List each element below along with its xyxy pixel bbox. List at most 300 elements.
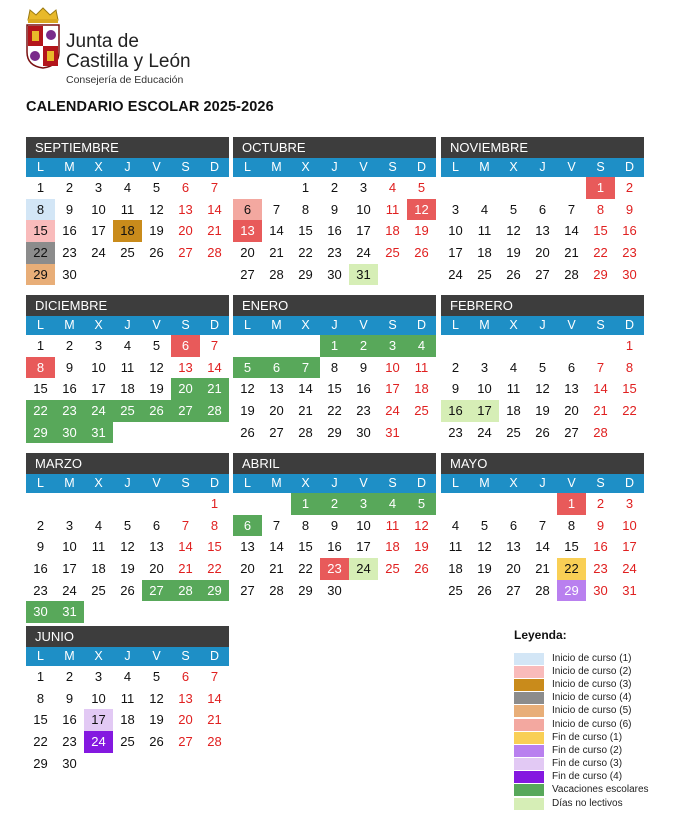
day-cell: 2 [451,359,460,375]
weekday-label: V [152,160,161,174]
day-cell: 8 [301,201,310,217]
day-grid [26,666,229,774]
day-cell: 23 [62,734,77,750]
day-cell: 26 [149,734,164,750]
day-cell: 9 [330,517,339,533]
weekday-label: X [509,476,518,490]
legend-title: Leyenda: [514,628,567,642]
day-cell: 12 [149,359,164,375]
day-cell: 15 [26,220,55,242]
day-cell: 23 [622,245,637,261]
weekday-label: V [152,476,161,490]
logo-line-2: Castilla y León [66,51,191,72]
day-cell: 9 [330,201,339,217]
day-cell: 26 [120,582,135,598]
day-cell: 3 [480,359,489,375]
day-cell: 4 [388,180,397,195]
day-cell: 4 [407,335,436,357]
day-cell: 1 [625,338,634,353]
weekday-label: S [181,160,190,174]
day-cell: 8 [567,517,576,533]
legend-item [514,678,649,691]
day-cell: 5 [509,201,518,217]
weekday-label: S [388,160,397,174]
day-cell: 9 [36,539,45,555]
weekday-label: J [331,160,338,174]
day-cell: 17 [84,709,113,731]
weekday-label: D [416,318,427,332]
day-cell: 24 [349,558,378,580]
weekday-label: V [567,318,576,332]
day-cell: 5 [407,493,436,515]
weekday-label: M [64,160,75,174]
day-cell: 20 [178,223,193,239]
day-cell: 19 [535,403,550,419]
day-cell: 18 [385,223,400,239]
weekday-header [233,316,436,335]
day-grid [26,493,229,623]
legend-label: Fin de curso (1) [552,731,623,743]
legend-swatch [514,771,544,783]
day-cell: 14 [178,539,193,555]
day-cell: 8 [330,359,339,375]
day-cell: 22 [33,734,48,750]
day-cell: 31 [84,422,113,444]
day-cell: 25 [414,403,429,419]
legend-item [514,797,649,810]
day-cell: 24 [448,266,463,282]
weekday-label: X [94,649,103,663]
weekday-header [441,316,644,335]
day-cell: 9 [596,517,605,533]
day-cell: 21 [564,245,579,261]
day-cell: 29 [33,755,48,771]
weekday-label: L [37,318,44,332]
day-cell: 21 [207,223,222,239]
month-title: ENERO [233,295,436,316]
day-cell: 21 [593,403,608,419]
day-cell: 7 [538,517,547,533]
day-cell: 10 [91,359,106,375]
day-grid [233,493,436,601]
day-cell: 20 [269,403,284,419]
legend-item [514,758,649,771]
weekday-label: L [452,476,459,490]
day-cell: 31 [349,264,378,286]
day-cell: 27 [178,734,193,750]
day-cell: 27 [564,424,579,440]
day-cell: 7 [567,201,576,217]
day-cell: 4 [123,180,132,195]
day-cell: 6 [233,515,262,537]
day-cell: 20 [240,245,255,261]
day-cell: 23 [448,424,463,440]
day-cell: 8 [596,201,605,217]
day-cell: 26 [414,561,429,577]
day-cell: 13 [240,539,255,555]
weekday-header [233,474,436,493]
day-cell: 16 [327,223,342,239]
day-cell: 9 [65,359,74,375]
weekday-label: J [124,649,131,663]
day-cell: 4 [123,669,132,684]
day-cell: 23 [33,582,48,598]
day-cell: 9 [451,381,460,397]
day-cell: 7 [210,338,219,353]
weekday-label: M [479,476,490,490]
weekday-label: D [416,476,427,490]
day-cell: 24 [477,424,492,440]
weekday-label: S [181,476,190,490]
legend-item [514,652,649,665]
day-cell: 27 [240,266,255,282]
day-cell: 16 [441,400,470,422]
legend-item [514,731,649,744]
legend [514,652,649,810]
day-cell: 28 [207,734,222,750]
day-cell: 30 [593,582,608,598]
day-cell: 14 [207,359,222,375]
weekday-label: D [209,476,220,490]
month-marzo [26,453,229,623]
day-cell: 15 [298,539,313,555]
day-cell: 27 [142,580,171,602]
weekday-label: V [359,318,368,332]
legend-swatch [514,745,544,757]
weekday-label: X [301,476,310,490]
day-cell: 6 [538,201,547,217]
day-cell: 30 [55,422,84,444]
weekday-label: X [509,318,518,332]
day-cell: 25 [477,266,492,282]
day-cell: 3 [94,669,103,684]
weekday-header [26,158,229,177]
day-cell: 29 [298,582,313,598]
day-cell: 26 [506,266,521,282]
day-cell: 12 [149,201,164,217]
day-cell: 19 [414,223,429,239]
day-cell: 29 [26,422,55,444]
day-cell: 25 [91,582,106,598]
day-cell: 29 [200,580,229,602]
month-title: DICIEMBRE [26,295,229,316]
day-cell: 6 [262,357,291,379]
day-cell: 10 [91,690,106,706]
weekday-label: S [388,318,397,332]
day-cell: 3 [625,496,634,511]
day-cell: 12 [535,381,550,397]
month-febrero [441,295,644,443]
day-cell: 1 [210,496,219,511]
day-cell: 24 [84,400,113,422]
legend-item [514,705,649,718]
day-cell: 27 [535,266,550,282]
month-noviembre [441,137,644,285]
day-cell: 6 [181,180,190,195]
weekday-label: D [209,649,220,663]
day-cell: 30 [356,424,371,440]
day-cell: 25 [120,245,135,261]
day-cell: 28 [564,266,579,282]
weekday-label: V [567,160,576,174]
day-cell: 1 [586,177,615,199]
legend-label: Inicio de curso (5) [552,705,632,717]
day-grid [233,335,436,443]
coat-of-arms-icon [24,6,62,70]
day-cell: 10 [62,539,77,555]
weekday-label: S [388,476,397,490]
day-cell: 21 [178,561,193,577]
day-cell: 6 [509,517,518,533]
day-cell: 3 [378,335,407,357]
day-cell: 2 [65,338,74,353]
day-cell: 22 [593,245,608,261]
month-title: OCTUBRE [233,137,436,158]
day-cell: 13 [564,381,579,397]
day-cell: 13 [178,690,193,706]
day-cell: 1 [291,493,320,515]
weekday-label: M [64,476,75,490]
weekday-label: V [359,476,368,490]
day-cell: 22 [557,558,586,580]
day-cell: 18 [414,381,429,397]
day-cell: 20 [564,403,579,419]
weekday-label: S [596,160,605,174]
day-cell: 5 [152,669,161,684]
day-cell: 15 [207,539,222,555]
day-cell: 17 [622,539,637,555]
day-cell: 5 [417,180,426,195]
month-title: MAYO [441,453,644,474]
day-cell: 8 [26,199,55,221]
day-cell: 23 [356,403,371,419]
day-cell: 26 [142,400,171,422]
day-cell: 20 [149,561,164,577]
day-cell: 27 [269,424,284,440]
month-octubre [233,137,436,285]
day-cell: 17 [448,245,463,261]
day-cell: 1 [320,335,349,357]
day-cell: 13 [506,539,521,555]
day-cell: 22 [26,400,55,422]
weekday-label: S [596,476,605,490]
day-cell: 16 [622,223,637,239]
weekday-label: M [479,318,490,332]
day-cell: 5 [233,357,262,379]
legend-swatch [514,692,544,704]
day-cell: 3 [65,517,74,533]
legend-label: Fin de curso (3) [552,758,623,770]
weekday-label: L [244,160,251,174]
day-cell: 7 [272,201,281,217]
day-cell: 14 [269,223,284,239]
day-cell: 30 [327,266,342,282]
day-cell: 19 [240,403,255,419]
day-cell: 19 [149,223,164,239]
day-cell: 12 [506,223,521,239]
day-cell: 2 [596,496,605,511]
legend-label: Inicio de curso (4) [552,692,632,704]
day-grid [26,335,229,443]
day-cell: 20 [506,561,521,577]
day-cell: 13 [149,539,164,555]
day-cell: 18 [120,381,135,397]
day-cell: 11 [120,201,135,217]
day-cell: 2 [330,180,339,195]
day-cell: 10 [477,381,492,397]
day-cell: 19 [149,712,164,728]
month-diciembre [26,295,229,443]
day-cell: 28 [207,245,222,261]
day-cell: 11 [385,201,400,217]
day-cell: 24 [356,245,371,261]
weekday-header [233,158,436,177]
day-cell: 19 [149,381,164,397]
day-cell: 14 [207,201,222,217]
day-cell: 4 [378,493,407,515]
day-cell: 19 [414,539,429,555]
day-cell: 10 [448,223,463,239]
day-cell: 18 [477,245,492,261]
day-cell: 3 [359,180,368,195]
weekday-label: J [539,318,546,332]
day-cell: 17 [91,223,106,239]
day-cell: 18 [506,403,521,419]
day-cell: 11 [120,690,135,706]
weekday-label: M [64,649,75,663]
day-cell: 12 [240,381,255,397]
day-grid [441,493,644,601]
day-cell: 10 [622,517,637,533]
day-cell: 18 [91,561,106,577]
weekday-header [26,474,229,493]
day-cell: 28 [593,424,608,440]
day-cell: 26 [535,424,550,440]
day-cell: 20 [240,561,255,577]
month-mayo [441,453,644,601]
day-cell: 29 [327,424,342,440]
weekday-label: L [37,649,44,663]
day-cell: 9 [65,201,74,217]
day-cell: 12 [149,690,164,706]
weekday-label: D [624,318,635,332]
day-cell: 26 [414,245,429,261]
legend-label: Inicio de curso (2) [552,665,632,677]
day-cell: 18 [448,561,463,577]
day-cell: 11 [506,381,521,397]
day-cell: 7 [596,359,605,375]
day-cell: 11 [385,517,400,533]
day-cell: 28 [200,400,229,422]
weekday-label: M [64,318,75,332]
day-cell: 13 [535,223,550,239]
day-cell: 13 [233,220,262,242]
day-cell: 28 [269,582,284,598]
weekday-label: V [152,318,161,332]
day-cell: 10 [91,201,106,217]
day-cell: 18 [113,220,142,242]
weekday-label: M [271,318,282,332]
day-cell: 8 [26,357,55,379]
weekday-label: L [244,318,251,332]
day-cell: 7 [210,180,219,195]
day-cell: 9 [65,690,74,706]
day-cell: 24 [622,561,637,577]
day-cell: 28 [171,580,200,602]
day-cell: 5 [123,517,132,533]
day-cell: 14 [207,690,222,706]
day-grid [26,177,229,285]
weekday-label: L [452,318,459,332]
weekday-label: L [37,160,44,174]
day-cell: 3 [94,180,103,195]
day-cell: 6 [233,199,262,221]
day-cell: 20 [535,245,550,261]
day-cell: 13 [178,359,193,375]
month-title: JUNIO [26,626,229,647]
day-cell: 30 [327,582,342,598]
weekday-label: V [567,476,576,490]
day-cell: 27 [240,582,255,598]
legend-swatch [514,666,544,678]
day-cell: 17 [385,381,400,397]
month-title: MARZO [26,453,229,474]
weekday-label: M [271,160,282,174]
weekday-label: M [479,160,490,174]
day-cell: 27 [178,245,193,261]
weekday-label: L [452,160,459,174]
day-cell: 25 [385,561,400,577]
legend-label: Fin de curso (2) [552,744,623,756]
weekday-header [26,316,229,335]
weekday-label: L [244,476,251,490]
day-cell: 12 [414,517,429,533]
month-title: SEPTIEMBRE [26,137,229,158]
weekday-header [26,647,229,666]
legend-item [514,718,649,731]
legend-label: Inicio de curso (6) [552,718,632,730]
weekday-label: V [359,160,368,174]
day-cell: 28 [298,424,313,440]
day-cell: 27 [171,400,200,422]
day-cell: 4 [94,517,103,533]
day-grid [233,177,436,285]
weekday-label: L [37,476,44,490]
day-cell: 1 [36,180,45,195]
day-cell: 29 [26,264,55,286]
day-cell: 22 [298,561,313,577]
weekday-label: X [301,160,310,174]
day-cell: 13 [178,201,193,217]
day-cell: 21 [298,403,313,419]
weekday-label: V [152,649,161,663]
day-cell: 21 [200,378,229,400]
day-cell: 15 [564,539,579,555]
day-cell: 11 [477,223,492,239]
day-cell: 29 [298,266,313,282]
weekday-label: M [271,476,282,490]
day-cell: 22 [327,403,342,419]
day-cell: 2 [320,493,349,515]
day-cell: 13 [269,381,284,397]
day-cell: 12 [120,539,135,555]
day-cell: 31 [622,582,637,598]
legend-label: Vacaciones escolares [552,784,649,796]
day-cell: 30 [62,755,77,771]
legend-item [514,784,649,797]
day-cell: 10 [356,517,371,533]
day-cell: 25 [506,424,521,440]
